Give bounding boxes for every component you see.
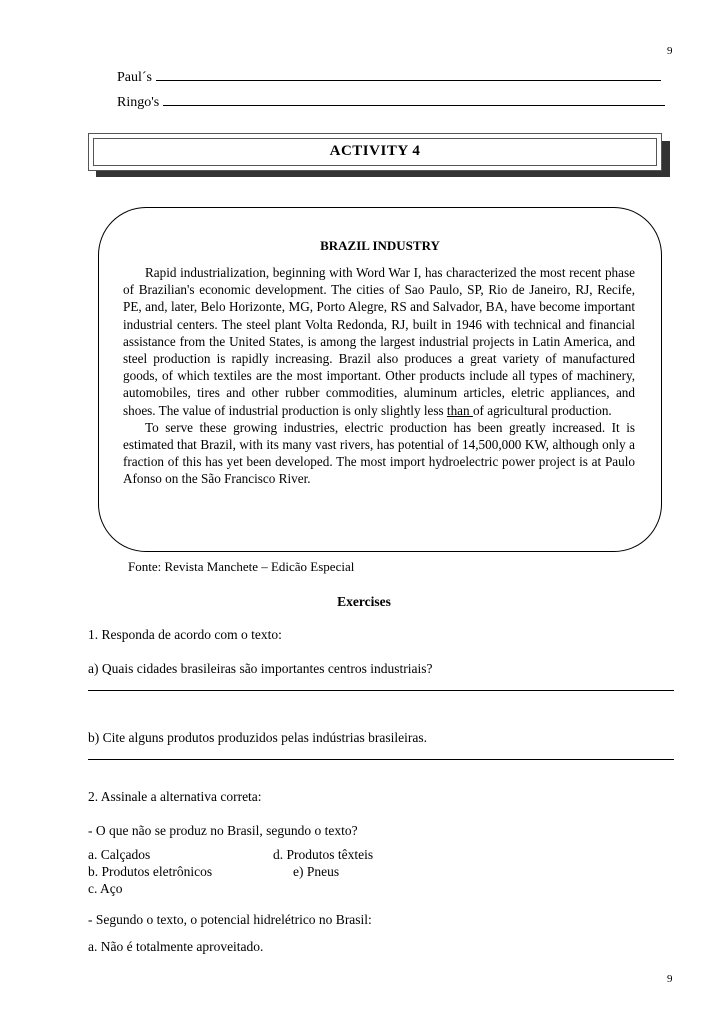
question-2-sub2: - Segundo o texto, o potencial hidrelétrico no Brasil: — [88, 912, 372, 927]
activity-title-box — [88, 133, 662, 171]
question-2-sub1: - O que não se produz no Brasil, segundo o texto? — [88, 823, 358, 838]
exercises-title: Exercises — [337, 594, 391, 609]
sub2-option-a[interactable]: a. Não é totalmente aproveitado. — [88, 939, 264, 954]
option-a[interactable]: a. Calçados — [88, 847, 151, 862]
page-number-bottom: 9 — [667, 973, 673, 985]
answer-line-1a[interactable] — [88, 690, 674, 691]
option-e[interactable]: e) Pneus — [293, 864, 340, 879]
option-b[interactable]: b. Produtos eletrônicos — [88, 864, 213, 879]
paragraph-1-end: of agricultural production. — [472, 402, 612, 418]
reading-title: BRAZIL INDUSTRY — [320, 238, 440, 253]
blank-line — [156, 68, 661, 81]
fill-line-ringo[interactable] — [117, 93, 670, 111]
question-1a: a) Quais cidades brasileiras são importantes centros industriais? — [88, 661, 433, 676]
question-1b: b) Cite alguns produtos produzidos pelas indústrias brasileiras. — [88, 730, 427, 745]
blank-line — [163, 93, 665, 106]
paragraph-1 — [123, 264, 635, 419]
question-1-heading: 1. Responda de acordo com o texto: — [88, 627, 282, 642]
answer-line-1b[interactable] — [88, 759, 674, 760]
paragraph-1-text: Rapid industrialization, beginning with Word War I, has characterized the most recent phase of Brazilian's economic development. The cities of Sao Paulo, SP, Rio de Janeiro, RJ, Recife, PE, and, later, Belo Horizonte, MG, Porto Alegre, RS and Salvador, BA, have become important industrial centers. The steel plant Volta Redonda, RJ, built in 1946 with technical and financial assistance from the United States, is among the largest industrial projects in Latin America, and steel production is rapidly increasing. Brazil also produces a great variety of manufactured goods, of which textiles are the most important. Other products include all types of machinery, automobiles, tires and other rubber commodities, aluminum articles, eletric appliances, and shoes. The value of industrial production is only slightly less — [123, 265, 635, 418]
reading-box — [98, 207, 662, 552]
paragraph-2: To serve these growing industries, electric production has been greatly increased. It is estimated that Brazil, with its many vast rivers, has potential of 14,500,000 KW, although only a fraction of this has yet been developed. The most import hydroelectric power project is at Paulo Afonso on the São Francisco River. — [123, 419, 635, 487]
activity-title: ACTIVITY 4 — [329, 143, 421, 159]
question-2-heading: 2. Assinale a alternativa correta: — [88, 789, 262, 804]
fill-line-label: Ringo's — [117, 95, 160, 110]
title-shadow — [96, 171, 670, 177]
fill-line-label: Paul´s — [117, 70, 152, 85]
title-shadow — [662, 141, 670, 177]
page-number-top: 9 — [667, 45, 673, 57]
underlined-word: than — [446, 402, 473, 418]
reading-passage — [123, 264, 635, 488]
option-d[interactable]: d. Produtos têxteis — [273, 847, 374, 862]
source-credit: Fonte: Revista Manchete – Edicão Especial — [128, 559, 355, 574]
option-c[interactable]: c. Aço — [88, 881, 123, 896]
fill-line-paul[interactable] — [117, 68, 670, 86]
